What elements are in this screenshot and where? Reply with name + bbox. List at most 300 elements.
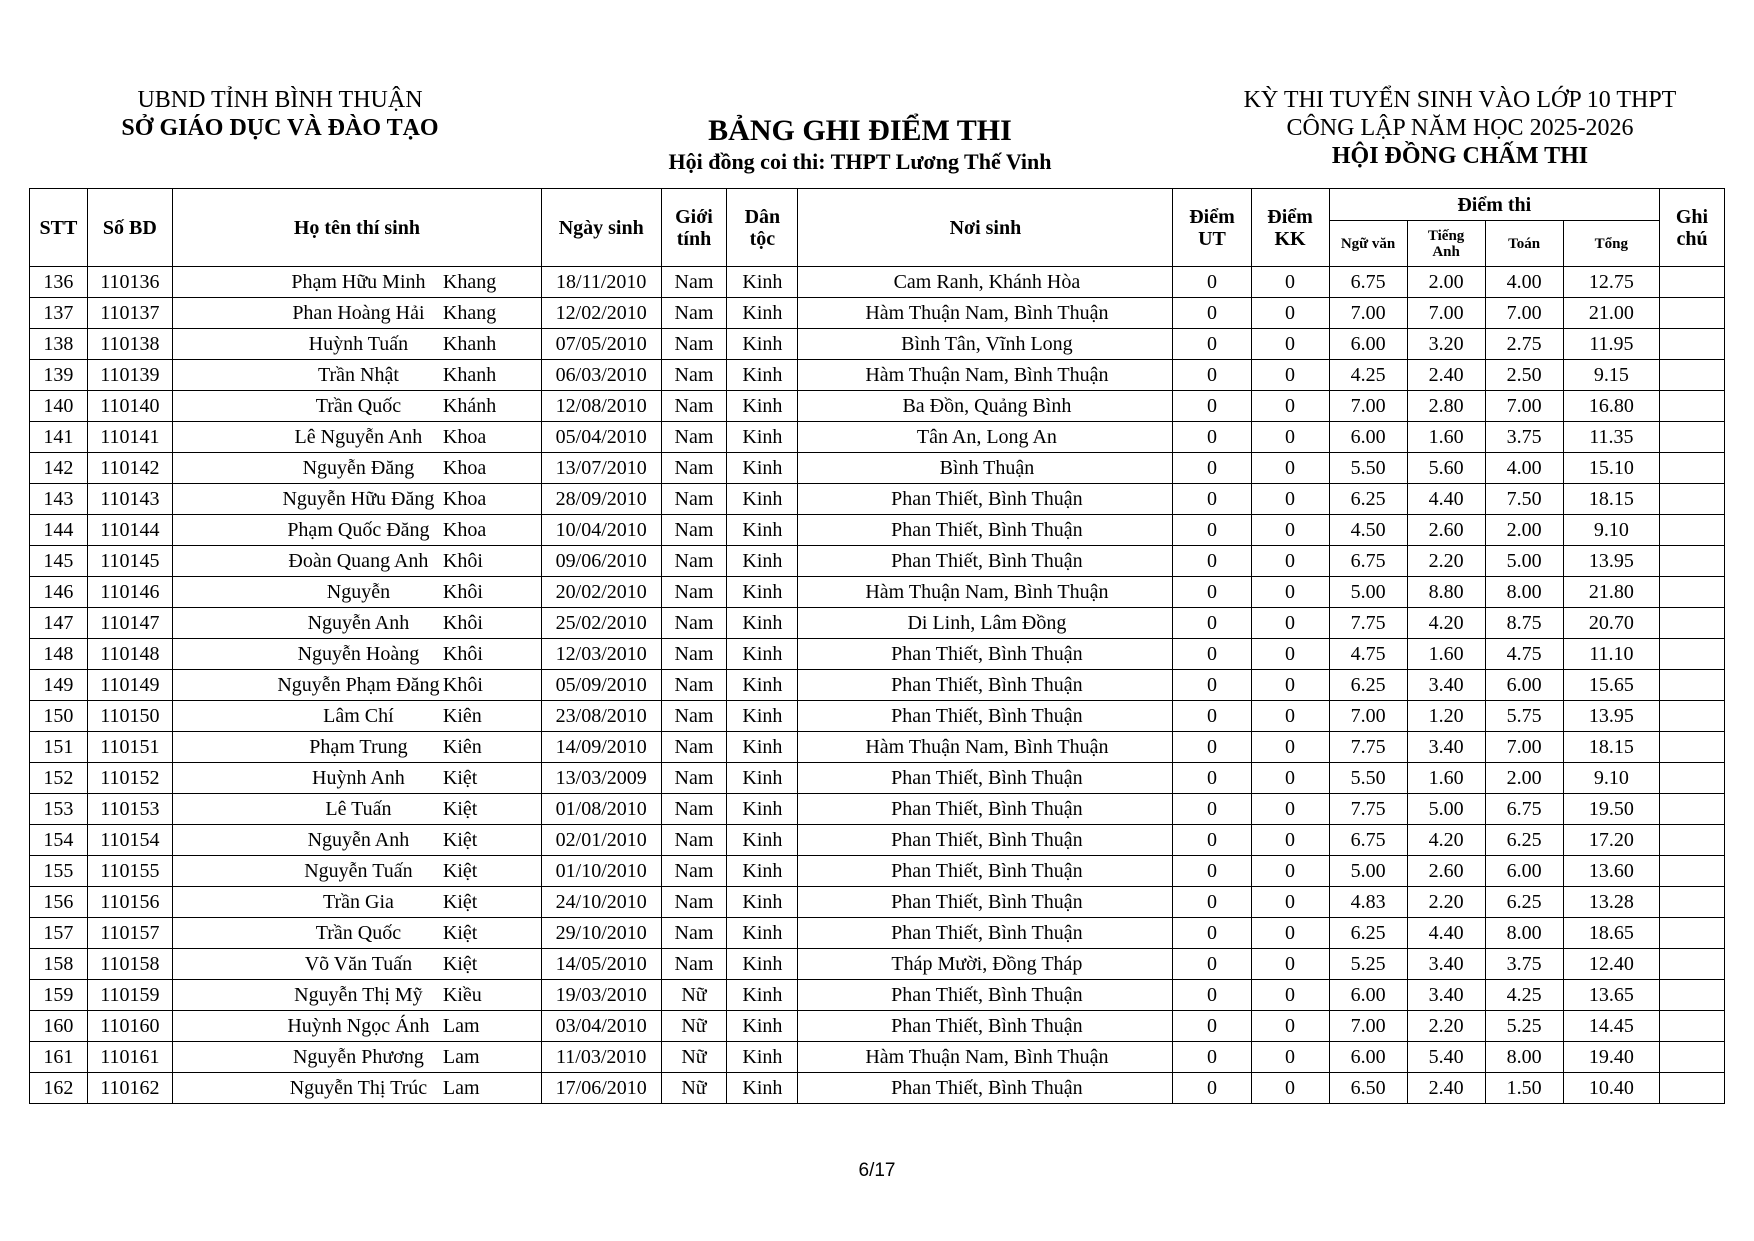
first-name: Khôi <box>442 643 483 665</box>
first-name: Khoa <box>442 457 487 479</box>
cell-dob: 24/10/2010 <box>541 887 661 918</box>
cell-english: 5.40 <box>1407 1042 1485 1073</box>
cell-bonus-points: 0 <box>1251 608 1329 639</box>
cell-ethnic: Kinh <box>727 515 798 546</box>
cell-ethnic: Kinh <box>727 794 798 825</box>
cell-bonus-points: 0 <box>1251 515 1329 546</box>
cell-literature: 7.00 <box>1329 701 1407 732</box>
cell-birthplace: Phan Thiết, Bình Thuận <box>798 484 1173 515</box>
cell-math: 8.00 <box>1485 918 1563 949</box>
cell-literature: 7.75 <box>1329 732 1407 763</box>
cell-name <box>172 484 541 515</box>
cell-name <box>172 329 541 360</box>
cell-english: 1.20 <box>1407 701 1485 732</box>
first-name: Kiệt <box>442 953 478 975</box>
table-row <box>30 639 1725 670</box>
cell-priority-points: 0 <box>1173 980 1251 1011</box>
cell-total: 19.40 <box>1563 1042 1659 1073</box>
cell-sbd: 110139 <box>87 360 172 391</box>
cell-literature: 7.00 <box>1329 1011 1407 1042</box>
cell-bonus-points: 0 <box>1251 546 1329 577</box>
cell-ethnic: Kinh <box>727 670 798 701</box>
cell-name <box>172 856 541 887</box>
cell-name <box>172 701 541 732</box>
cell-stt: 156 <box>30 887 88 918</box>
cell-name <box>172 1073 541 1104</box>
cell-ethnic: Kinh <box>727 856 798 887</box>
cell-birthplace: Ba Đồn, Quảng Bình <box>798 391 1173 422</box>
cell-dob: 13/03/2009 <box>541 763 661 794</box>
cell-gender: Nữ <box>661 1073 727 1104</box>
cell-ethnic: Kinh <box>727 453 798 484</box>
exam-council: Hội đồng coi thi: THPT Lương Thế Vinh <box>668 149 1052 174</box>
cell-sbd: 110137 <box>87 298 172 329</box>
cell-dob: 05/09/2010 <box>541 670 661 701</box>
table-row <box>30 546 1725 577</box>
first-name: Lam <box>442 1046 480 1068</box>
cell-total: 13.95 <box>1563 701 1659 732</box>
cell-sbd: 110153 <box>87 794 172 825</box>
cell-stt: 137 <box>30 298 88 329</box>
cell-gender: Nam <box>661 639 727 670</box>
table-row <box>30 825 1725 856</box>
last-middle-name: Phan Hoàng Hải <box>292 302 425 324</box>
cell-total: 12.40 <box>1563 949 1659 980</box>
cell-literature: 6.50 <box>1329 1073 1407 1104</box>
first-name: Khang <box>442 302 497 324</box>
col-bonus-points: Điểm KK <box>1251 189 1329 267</box>
cell-ethnic: Kinh <box>727 329 798 360</box>
table-row <box>30 918 1725 949</box>
cell-priority-points: 0 <box>1173 422 1251 453</box>
cell-note <box>1660 546 1725 577</box>
cell-literature: 6.75 <box>1329 267 1407 298</box>
cell-english: 2.40 <box>1407 1073 1485 1104</box>
cell-gender: Nam <box>661 391 727 422</box>
cell-stt: 139 <box>30 360 88 391</box>
cell-math: 4.00 <box>1485 453 1563 484</box>
cell-stt: 152 <box>30 763 88 794</box>
cell-english: 4.40 <box>1407 918 1485 949</box>
cell-birthplace: Phan Thiết, Bình Thuận <box>798 515 1173 546</box>
cell-dob: 18/11/2010 <box>541 267 661 298</box>
first-name: Kiên <box>442 736 482 758</box>
cell-bonus-points: 0 <box>1251 1042 1329 1073</box>
cell-sbd: 110147 <box>87 608 172 639</box>
cell-total: 17.20 <box>1563 825 1659 856</box>
cell-priority-points: 0 <box>1173 577 1251 608</box>
cell-name <box>172 794 541 825</box>
cell-gender: Nam <box>661 484 727 515</box>
cell-birthplace: Phan Thiết, Bình Thuận <box>798 546 1173 577</box>
last-middle-name: Lê Tuấn <box>325 798 392 820</box>
cell-ethnic: Kinh <box>727 980 798 1011</box>
cell-stt: 149 <box>30 670 88 701</box>
cell-total: 19.50 <box>1563 794 1659 825</box>
cell-dob: 09/06/2010 <box>541 546 661 577</box>
cell-dob: 01/10/2010 <box>541 856 661 887</box>
last-middle-name: Nguyễn Phạm Đăng <box>277 674 440 696</box>
cell-bonus-points: 0 <box>1251 918 1329 949</box>
cell-math: 8.75 <box>1485 608 1563 639</box>
cell-bonus-points: 0 <box>1251 298 1329 329</box>
table-header <box>30 189 1725 267</box>
cell-note <box>1660 1011 1725 1042</box>
cell-name <box>172 546 541 577</box>
cell-priority-points: 0 <box>1173 639 1251 670</box>
cell-literature: 4.25 <box>1329 360 1407 391</box>
cell-sbd: 110161 <box>87 1042 172 1073</box>
cell-note <box>1660 329 1725 360</box>
cell-english: 2.20 <box>1407 546 1485 577</box>
cell-stt: 148 <box>30 639 88 670</box>
cell-math: 6.00 <box>1485 856 1563 887</box>
cell-ethnic: Kinh <box>727 577 798 608</box>
cell-gender: Nam <box>661 887 727 918</box>
cell-math: 2.50 <box>1485 360 1563 391</box>
last-middle-name: Nguyễn <box>326 581 391 603</box>
cell-bonus-points: 0 <box>1251 360 1329 391</box>
cell-english: 2.40 <box>1407 360 1485 391</box>
cell-birthplace: Phan Thiết, Bình Thuận <box>798 918 1173 949</box>
cell-dob: 10/04/2010 <box>541 515 661 546</box>
last-middle-name: Nguyễn Anh <box>307 612 410 634</box>
cell-sbd: 110154 <box>87 825 172 856</box>
cell-gender: Nam <box>661 670 727 701</box>
cell-bonus-points: 0 <box>1251 670 1329 701</box>
cell-note <box>1660 825 1725 856</box>
last-middle-name: Nguyễn Hữu Đăng <box>282 488 435 510</box>
cell-bonus-points: 0 <box>1251 763 1329 794</box>
cell-dob: 28/09/2010 <box>541 484 661 515</box>
cell-priority-points: 0 <box>1173 484 1251 515</box>
cell-english: 3.40 <box>1407 949 1485 980</box>
cell-bonus-points: 0 <box>1251 422 1329 453</box>
cell-birthplace: Phan Thiết, Bình Thuận <box>798 856 1173 887</box>
exam-info <box>1200 86 1720 170</box>
cell-priority-points: 0 <box>1173 794 1251 825</box>
table-row <box>30 1042 1725 1073</box>
first-name: Khôi <box>442 550 483 572</box>
cell-english: 4.20 <box>1407 608 1485 639</box>
col-group-scores: Điểm thi <box>1329 189 1659 221</box>
table-row <box>30 298 1725 329</box>
cell-dob: 07/05/2010 <box>541 329 661 360</box>
cell-name <box>172 577 541 608</box>
cell-stt: 144 <box>30 515 88 546</box>
first-name: Lam <box>442 1077 480 1099</box>
table-row <box>30 701 1725 732</box>
cell-literature: 7.00 <box>1329 298 1407 329</box>
table-row <box>30 670 1725 701</box>
table-row <box>30 453 1725 484</box>
cell-note <box>1660 670 1725 701</box>
cell-stt: 141 <box>30 422 88 453</box>
cell-dob: 13/07/2010 <box>541 453 661 484</box>
cell-stt: 146 <box>30 577 88 608</box>
issuing-authority <box>100 86 460 142</box>
col-gender: Giới tính <box>661 189 727 267</box>
cell-birthplace: Hàm Thuận Nam, Bình Thuận <box>798 577 1173 608</box>
cell-stt: 157 <box>30 918 88 949</box>
department-name: SỞ GIÁO DỤC VÀ ĐÀO TẠO <box>121 115 439 141</box>
cell-total: 9.15 <box>1563 360 1659 391</box>
cell-dob: 12/08/2010 <box>541 391 661 422</box>
cell-literature: 4.50 <box>1329 515 1407 546</box>
cell-birthplace: Hàm Thuận Nam, Bình Thuận <box>798 298 1173 329</box>
table-row <box>30 980 1725 1011</box>
cell-dob: 19/03/2010 <box>541 980 661 1011</box>
cell-gender: Nam <box>661 732 727 763</box>
cell-bonus-points: 0 <box>1251 856 1329 887</box>
cell-gender: Nam <box>661 949 727 980</box>
cell-sbd: 110144 <box>87 515 172 546</box>
cell-ethnic: Kinh <box>727 918 798 949</box>
cell-ethnic: Kinh <box>727 701 798 732</box>
cell-dob: 03/04/2010 <box>541 1011 661 1042</box>
cell-gender: Nam <box>661 298 727 329</box>
col-total: Tổng <box>1563 221 1659 267</box>
cell-ethnic: Kinh <box>727 360 798 391</box>
cell-stt: 136 <box>30 267 88 298</box>
cell-birthplace: Bình Thuận <box>798 453 1173 484</box>
cell-stt: 150 <box>30 701 88 732</box>
table-row <box>30 577 1725 608</box>
first-name: Kiều <box>442 984 482 1006</box>
cell-dob: 29/10/2010 <box>541 918 661 949</box>
cell-ethnic: Kinh <box>727 391 798 422</box>
cell-note <box>1660 267 1725 298</box>
last-middle-name: Huỳnh Ngọc Ánh <box>287 1015 430 1037</box>
cell-math: 7.00 <box>1485 391 1563 422</box>
cell-bonus-points: 0 <box>1251 887 1329 918</box>
cell-literature: 5.00 <box>1329 856 1407 887</box>
cell-sbd: 110136 <box>87 267 172 298</box>
cell-english: 2.20 <box>1407 1011 1485 1042</box>
last-middle-name: Trần Quốc <box>315 922 402 944</box>
cell-total: 15.10 <box>1563 453 1659 484</box>
cell-name <box>172 267 541 298</box>
cell-math: 7.50 <box>1485 484 1563 515</box>
cell-literature: 6.00 <box>1329 329 1407 360</box>
table-row <box>30 949 1725 980</box>
cell-english: 1.60 <box>1407 639 1485 670</box>
cell-dob: 23/08/2010 <box>541 701 661 732</box>
cell-english: 1.60 <box>1407 763 1485 794</box>
cell-birthplace: Hàm Thuận Nam, Bình Thuận <box>798 732 1173 763</box>
last-middle-name: Phạm Hữu Minh <box>291 271 426 293</box>
table-row <box>30 608 1725 639</box>
cell-literature: 5.50 <box>1329 453 1407 484</box>
cell-stt: 147 <box>30 608 88 639</box>
cell-sbd: 110159 <box>87 980 172 1011</box>
cell-priority-points: 0 <box>1173 515 1251 546</box>
cell-bonus-points: 0 <box>1251 391 1329 422</box>
cell-literature: 6.00 <box>1329 1042 1407 1073</box>
cell-note <box>1660 360 1725 391</box>
cell-gender: Nữ <box>661 1042 727 1073</box>
col-sbd: Số BD <box>87 189 172 267</box>
cell-note <box>1660 577 1725 608</box>
grading-council: HỘI ĐỒNG CHẤM THI <box>1331 143 1589 169</box>
last-middle-name: Lê Nguyễn Anh <box>294 426 423 448</box>
cell-stt: 162 <box>30 1073 88 1104</box>
table-row <box>30 329 1725 360</box>
cell-birthplace: Phan Thiết, Bình Thuận <box>798 701 1173 732</box>
cell-gender: Nam <box>661 453 727 484</box>
cell-total: 13.28 <box>1563 887 1659 918</box>
cell-name <box>172 391 541 422</box>
cell-stt: 142 <box>30 453 88 484</box>
cell-math: 7.00 <box>1485 732 1563 763</box>
cell-priority-points: 0 <box>1173 856 1251 887</box>
table-row <box>30 856 1725 887</box>
cell-literature: 6.25 <box>1329 670 1407 701</box>
cell-priority-points: 0 <box>1173 763 1251 794</box>
cell-birthplace: Bình Tân, Vĩnh Long <box>798 329 1173 360</box>
cell-priority-points: 0 <box>1173 732 1251 763</box>
cell-priority-points: 0 <box>1173 267 1251 298</box>
cell-total: 13.95 <box>1563 546 1659 577</box>
cell-name <box>172 763 541 794</box>
cell-dob: 14/05/2010 <box>541 949 661 980</box>
cell-math: 5.75 <box>1485 701 1563 732</box>
cell-total: 13.60 <box>1563 856 1659 887</box>
cell-stt: 140 <box>30 391 88 422</box>
document-title: BẢNG GHI ĐIỂM THI <box>708 114 1012 147</box>
cell-english: 1.60 <box>1407 422 1485 453</box>
first-name: Khôi <box>442 612 483 634</box>
cell-priority-points: 0 <box>1173 918 1251 949</box>
cell-name <box>172 825 541 856</box>
cell-gender: Nam <box>661 577 727 608</box>
cell-ethnic: Kinh <box>727 1011 798 1042</box>
table-row <box>30 484 1725 515</box>
cell-ethnic: Kinh <box>727 887 798 918</box>
last-middle-name: Trần Quốc <box>315 395 402 417</box>
cell-priority-points: 0 <box>1173 608 1251 639</box>
cell-bonus-points: 0 <box>1251 639 1329 670</box>
cell-total: 11.10 <box>1563 639 1659 670</box>
cell-math: 6.75 <box>1485 794 1563 825</box>
cell-birthplace: Hàm Thuận Nam, Bình Thuận <box>798 360 1173 391</box>
cell-priority-points: 0 <box>1173 701 1251 732</box>
cell-priority-points: 0 <box>1173 949 1251 980</box>
first-name: Khoa <box>442 426 487 448</box>
cell-gender: Nam <box>661 701 727 732</box>
cell-priority-points: 0 <box>1173 391 1251 422</box>
col-priority-points: Điểm UT <box>1173 189 1251 267</box>
cell-ethnic: Kinh <box>727 484 798 515</box>
col-ethnic: Dân tộc <box>727 189 798 267</box>
table-row <box>30 515 1725 546</box>
first-name: Khang <box>442 271 497 293</box>
cell-total: 9.10 <box>1563 515 1659 546</box>
cell-ethnic: Kinh <box>727 732 798 763</box>
first-name: Khôi <box>442 674 483 696</box>
cell-bonus-points: 0 <box>1251 329 1329 360</box>
cell-total: 9.10 <box>1563 763 1659 794</box>
cell-total: 12.75 <box>1563 267 1659 298</box>
cell-english: 5.00 <box>1407 794 1485 825</box>
cell-english: 4.40 <box>1407 484 1485 515</box>
cell-gender: Nam <box>661 329 727 360</box>
cell-ethnic: Kinh <box>727 422 798 453</box>
cell-gender: Nam <box>661 422 727 453</box>
cell-ethnic: Kinh <box>727 825 798 856</box>
cell-stt: 155 <box>30 856 88 887</box>
cell-literature: 6.75 <box>1329 546 1407 577</box>
exam-name-line2: CÔNG LẬP NĂM HỌC 2025-2026 <box>1286 115 1634 141</box>
last-middle-name: Đoàn Quang Anh <box>288 550 429 572</box>
table-row <box>30 422 1725 453</box>
cell-note <box>1660 453 1725 484</box>
cell-literature: 7.75 <box>1329 794 1407 825</box>
cell-total: 21.00 <box>1563 298 1659 329</box>
cell-total: 10.40 <box>1563 1073 1659 1104</box>
cell-dob: 12/03/2010 <box>541 639 661 670</box>
cell-math: 2.00 <box>1485 763 1563 794</box>
cell-birthplace: Phan Thiết, Bình Thuận <box>798 980 1173 1011</box>
col-english: Tiếng Anh <box>1407 221 1485 267</box>
cell-dob: 12/02/2010 <box>541 298 661 329</box>
cell-math: 3.75 <box>1485 949 1563 980</box>
last-middle-name: Nguyễn Anh <box>307 829 410 851</box>
cell-math: 6.25 <box>1485 825 1563 856</box>
table-row <box>30 1011 1725 1042</box>
col-note: Ghi chú <box>1660 189 1725 267</box>
cell-gender: Nam <box>661 546 727 577</box>
cell-note <box>1660 887 1725 918</box>
last-middle-name: Nguyễn Tuấn <box>304 860 413 882</box>
cell-birthplace: Phan Thiết, Bình Thuận <box>798 794 1173 825</box>
cell-note <box>1660 732 1725 763</box>
cell-stt: 151 <box>30 732 88 763</box>
cell-name <box>172 453 541 484</box>
first-name: Khanh <box>442 333 497 355</box>
cell-dob: 06/03/2010 <box>541 360 661 391</box>
cell-bonus-points: 0 <box>1251 484 1329 515</box>
cell-note <box>1660 484 1725 515</box>
cell-name <box>172 515 541 546</box>
last-middle-name: Nguyễn Hoàng <box>297 643 420 665</box>
first-name: Khanh <box>442 364 497 386</box>
cell-name <box>172 1042 541 1073</box>
cell-literature: 6.25 <box>1329 918 1407 949</box>
cell-name <box>172 670 541 701</box>
cell-literature: 5.50 <box>1329 763 1407 794</box>
cell-total: 18.15 <box>1563 484 1659 515</box>
first-name: Khánh <box>442 395 497 417</box>
cell-gender: Nam <box>661 360 727 391</box>
cell-english: 2.20 <box>1407 887 1485 918</box>
cell-literature: 7.75 <box>1329 608 1407 639</box>
last-middle-name: Võ Văn Tuấn <box>304 953 413 975</box>
cell-sbd: 110148 <box>87 639 172 670</box>
first-name: Khôi <box>442 581 483 603</box>
cell-sbd: 110141 <box>87 422 172 453</box>
cell-english: 2.00 <box>1407 267 1485 298</box>
cell-bonus-points: 0 <box>1251 980 1329 1011</box>
cell-stt: 143 <box>30 484 88 515</box>
cell-dob: 17/06/2010 <box>541 1073 661 1104</box>
cell-note <box>1660 918 1725 949</box>
cell-stt: 161 <box>30 1042 88 1073</box>
cell-ethnic: Kinh <box>727 298 798 329</box>
col-dob: Ngày sinh <box>541 189 661 267</box>
last-middle-name: Nguyễn Phương <box>292 1046 424 1068</box>
last-middle-name: Lâm Chí <box>323 705 394 727</box>
